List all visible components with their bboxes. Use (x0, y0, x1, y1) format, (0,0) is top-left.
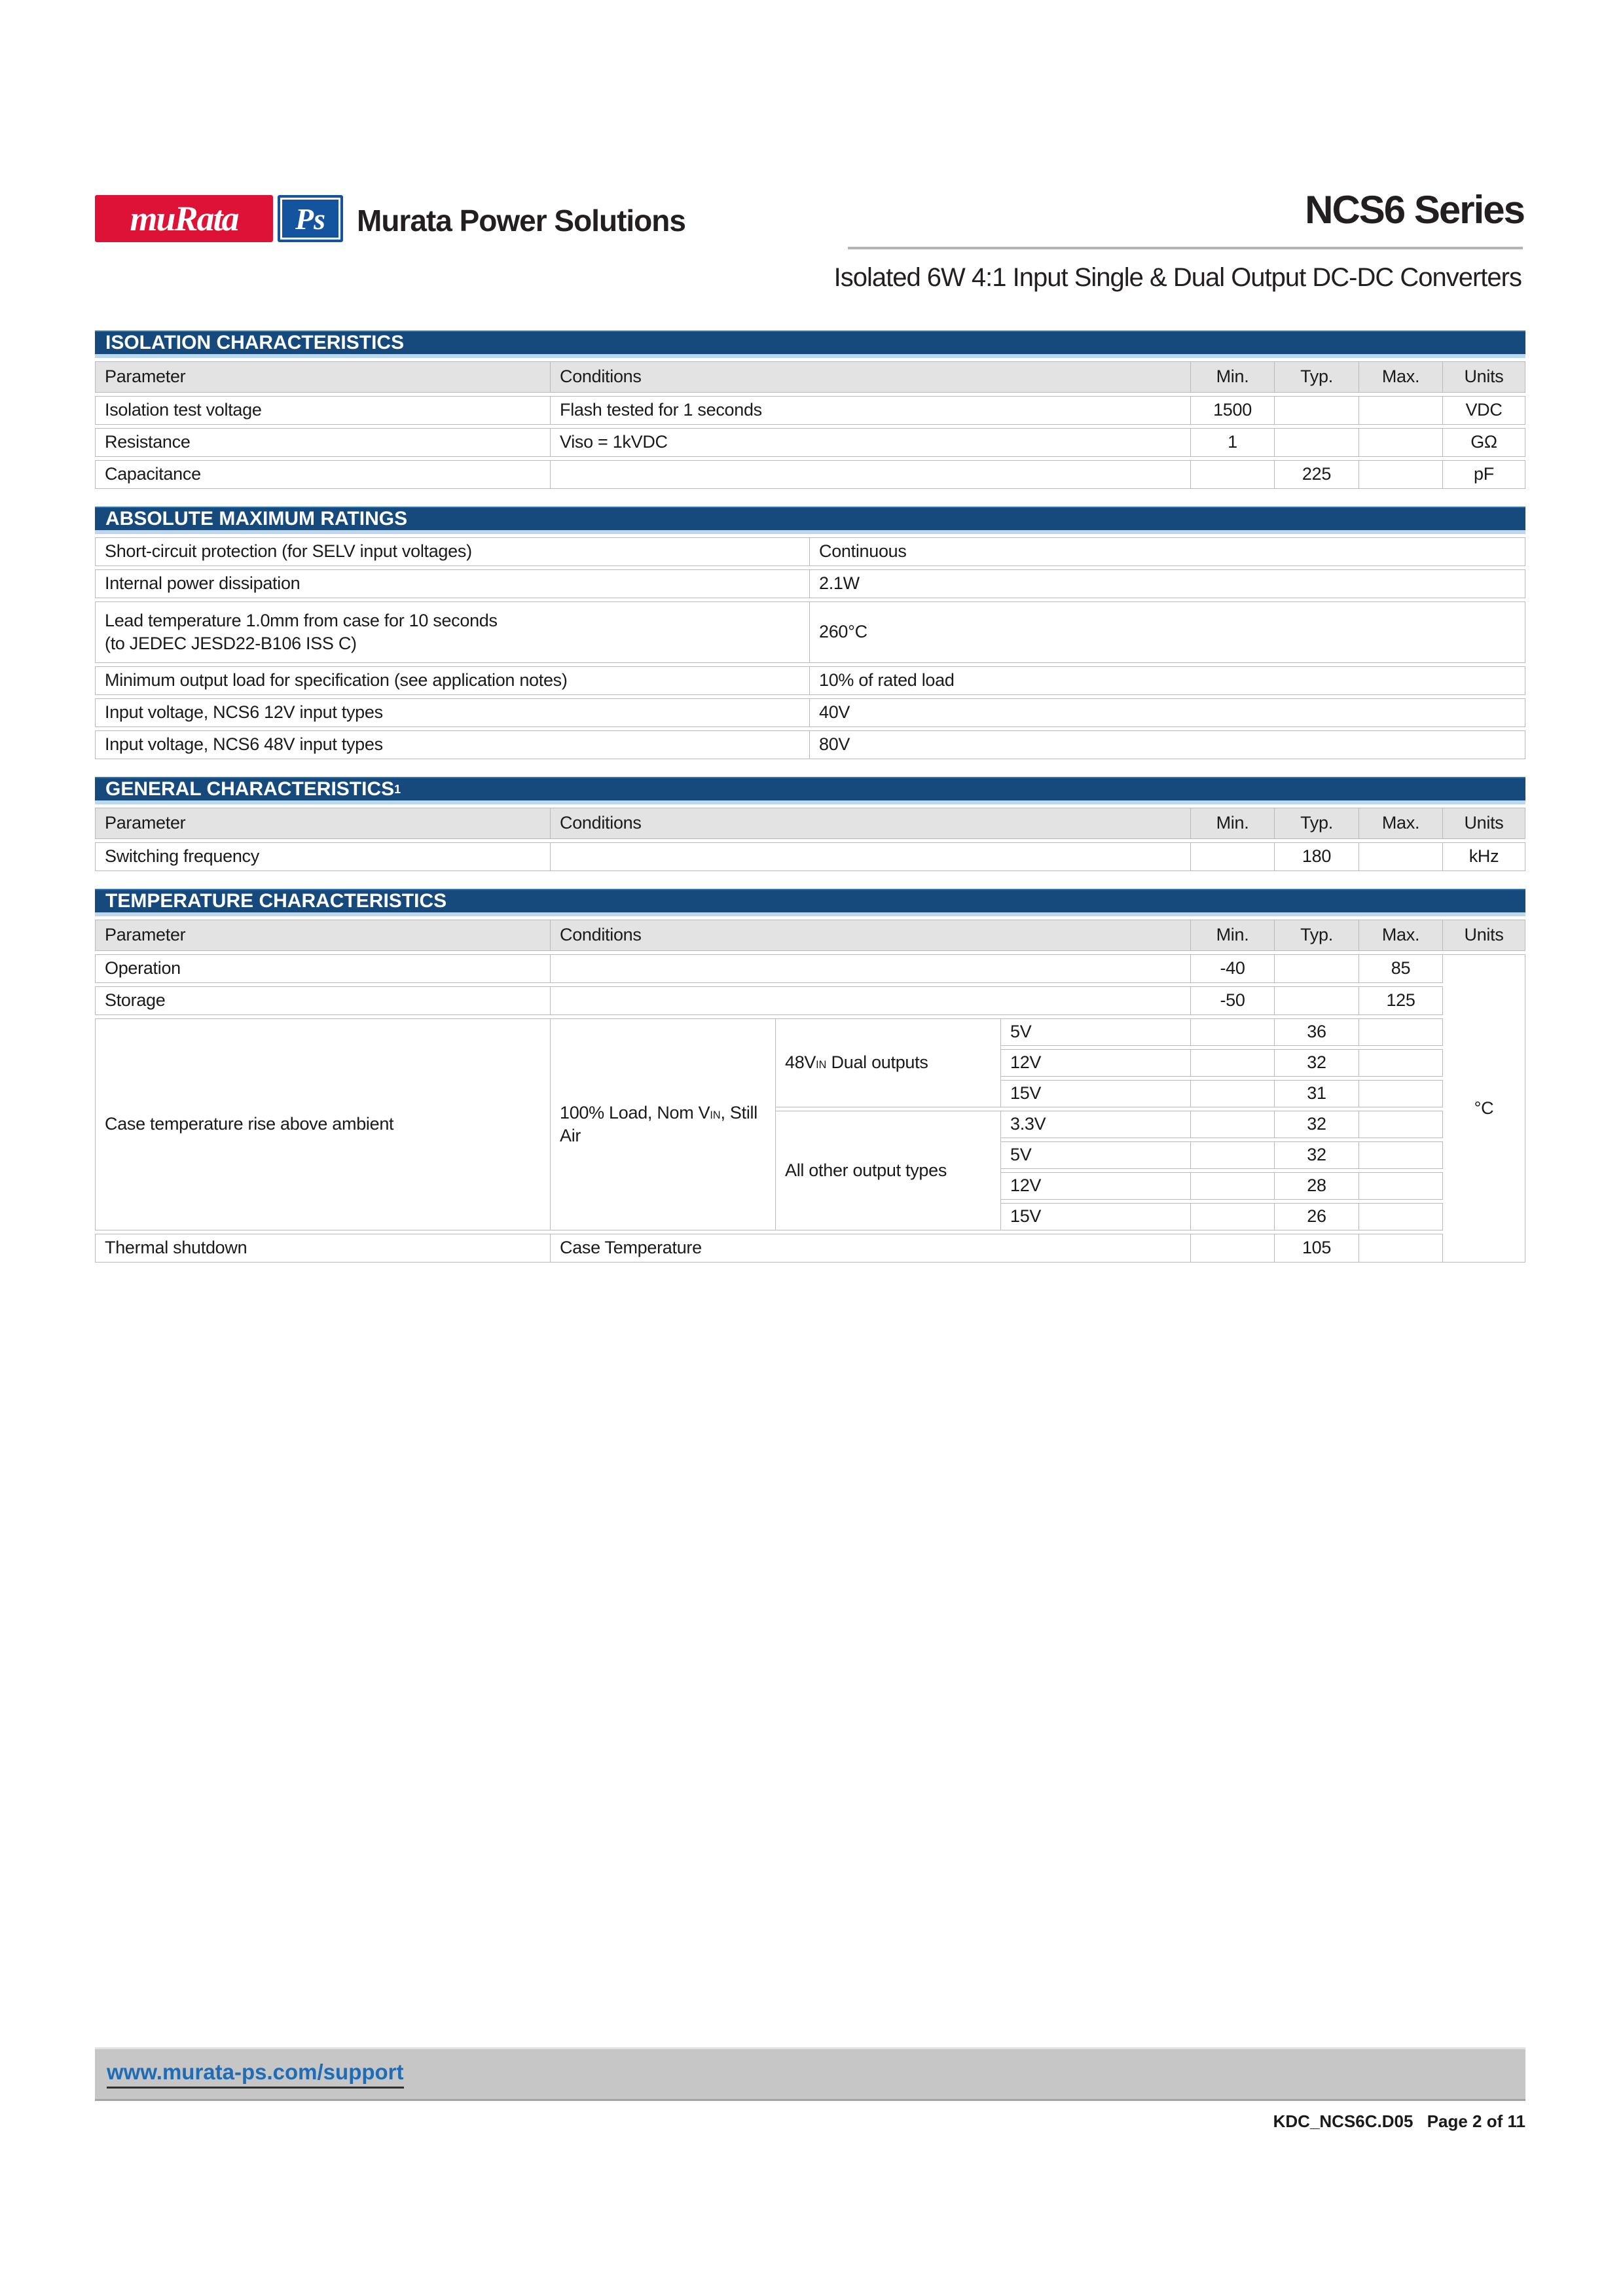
cell-min (1191, 1049, 1275, 1077)
cell-voltage: 15V (1001, 1080, 1191, 1107)
cell-voltage: 5V (1001, 1018, 1191, 1046)
cell-output-group-all-other: All other output types (776, 1111, 1001, 1230)
cell-min (1191, 1234, 1275, 1263)
header-divider (848, 247, 1523, 249)
cell-value: 10% of rated load (810, 666, 1525, 695)
series-title: NCS6 Series (1305, 188, 1524, 232)
cell-min (1191, 460, 1275, 489)
cell-max: 85 (1359, 954, 1443, 983)
cell-min: 1500 (1191, 396, 1275, 425)
cell-max: 125 (1359, 986, 1443, 1015)
general-table (95, 804, 1525, 874)
cell-units-degrees-c: °C (1443, 954, 1525, 1263)
murata-logo-text: muRata (130, 199, 238, 238)
table-header-row (95, 808, 1525, 839)
general-section-title-text: GENERAL CHARACTERISTICS (105, 778, 395, 800)
company-name: Murata Power Solutions (357, 204, 685, 238)
absolute-maximum-ratings-section (95, 507, 1525, 762)
col-parameter: Parameter (95, 808, 551, 839)
cell-typ: 26 (1275, 1203, 1359, 1230)
cell-conditions: Flash tested for 1 seconds (551, 396, 1191, 425)
table-row (95, 666, 1525, 695)
cell-parameter: Isolation test voltage (95, 396, 551, 425)
footer-bar (95, 2047, 1525, 2101)
table-header-row (95, 920, 1525, 951)
cell-conditions (551, 986, 1191, 1015)
isolation-characteristics-section (95, 331, 1525, 492)
temperature-characteristics-section (95, 889, 1525, 1266)
cell-parameter: Input voltage, NCS6 48V input types (95, 730, 810, 759)
col-conditions: Conditions (551, 361, 1191, 393)
cell-conditions (551, 842, 1191, 871)
absolute-max-section-title (95, 507, 1525, 534)
cell-units: pF (1443, 460, 1525, 489)
absolute-max-table (95, 534, 1525, 762)
cell-parameter: Switching frequency (95, 842, 551, 871)
conditions-text: 100% Load, Nom V (560, 1102, 710, 1122)
col-parameter: Parameter (95, 361, 551, 393)
cell-output-group-48vin-dual (776, 1018, 1001, 1107)
parameter-line-2: (to JEDEC JESD22-B106 ISS C) (105, 634, 357, 653)
table-row (95, 428, 1525, 457)
cell-units: VDC (1443, 396, 1525, 425)
cell-typ: 225 (1275, 460, 1359, 489)
general-characteristics-section (95, 777, 1525, 874)
cell-min (1191, 1203, 1275, 1230)
table-row (95, 698, 1525, 727)
ps-logo-text: Ps (295, 202, 325, 236)
table-row-thermal-shutdown (95, 1234, 1525, 1263)
table-row-operation (95, 954, 1525, 983)
cell-parameter (95, 601, 810, 663)
cell-typ: 28 (1275, 1172, 1359, 1200)
cell-max (1359, 396, 1443, 425)
cell-parameter: Thermal shutdown (95, 1234, 551, 1263)
cell-max (1359, 1049, 1443, 1077)
parameter-line-1: Lead temperature 1.0mm from case for 10 seconds (105, 610, 498, 630)
col-max: Max. (1359, 808, 1443, 839)
cell-typ: 32 (1275, 1111, 1359, 1138)
group-label-suffix: Dual outputs (826, 1052, 928, 1073)
cell-min: -40 (1191, 954, 1275, 983)
cell-max (1359, 1234, 1443, 1263)
cell-value: 260°C (810, 601, 1525, 663)
cell-voltage: 5V (1001, 1141, 1191, 1169)
cell-max (1359, 842, 1443, 871)
cell-max (1359, 1141, 1443, 1169)
col-parameter: Parameter (95, 920, 551, 951)
cell-min: 1 (1191, 428, 1275, 457)
cell-typ: 105 (1275, 1234, 1359, 1263)
conditions-text-suffix: , Still Air (560, 1102, 757, 1145)
table-row (95, 601, 1525, 663)
cell-conditions: Case Temperature (551, 1234, 1191, 1263)
table-row (95, 396, 1525, 425)
col-min: Min. (1191, 920, 1275, 951)
cell-min (1191, 1141, 1275, 1169)
cell-max (1359, 1018, 1443, 1046)
absolute-max-section-title-text: ABSOLUTE MAXIMUM RATINGS (105, 508, 408, 529)
cell-units: kHz (1443, 842, 1525, 871)
cell-value: 80V (810, 730, 1525, 759)
cell-parameter: Internal power dissipation (95, 569, 810, 598)
cell-parameter: Storage (95, 986, 551, 1015)
isolation-section-title-text: ISOLATION CHARACTERISTICS (105, 332, 405, 353)
isolation-section-title (95, 331, 1525, 358)
footer-meta (1273, 2111, 1525, 2132)
cell-typ: 180 (1275, 842, 1359, 871)
isolation-table (95, 358, 1525, 492)
table-row-case-rise-5v-dual (95, 1018, 1525, 1046)
cell-min (1191, 1111, 1275, 1138)
cell-max (1359, 1172, 1443, 1200)
murata-logo (95, 195, 273, 242)
cell-typ: 31 (1275, 1080, 1359, 1107)
cell-typ (1275, 954, 1359, 983)
temperature-table (95, 916, 1525, 1266)
cell-conditions: Viso = 1kVDC (551, 428, 1191, 457)
col-min: Min. (1191, 808, 1275, 839)
vin-subscript: IN (816, 1059, 827, 1071)
cell-conditions (551, 460, 1191, 489)
cell-value: Continuous (810, 537, 1525, 566)
cell-typ (1275, 986, 1359, 1015)
cell-voltage: 12V (1001, 1049, 1191, 1077)
col-conditions: Conditions (551, 920, 1191, 951)
cell-min (1191, 842, 1275, 871)
col-max: Max. (1359, 920, 1443, 951)
cell-parameter: Capacitance (95, 460, 551, 489)
page-number: Page 2 of 11 (1427, 2111, 1525, 2131)
cell-parameter: Operation (95, 954, 551, 983)
cell-max (1359, 428, 1443, 457)
cell-min (1191, 1172, 1275, 1200)
cell-max (1359, 460, 1443, 489)
group-label: 48V (785, 1052, 816, 1073)
cell-max (1359, 1080, 1443, 1107)
cell-voltage: 3.3V (1001, 1111, 1191, 1138)
table-row (95, 569, 1525, 598)
col-max: Max. (1359, 361, 1443, 393)
cell-max (1359, 1111, 1443, 1138)
cell-parameter: Minimum output load for specification (see application notes) (95, 666, 810, 695)
table-row-storage (95, 986, 1525, 1015)
cell-voltage: 15V (1001, 1203, 1191, 1230)
cell-parameter-case-rise: Case temperature rise above ambient (95, 1018, 551, 1230)
support-link[interactable]: www.murata-ps.com/support (107, 2060, 404, 2089)
cell-value: 40V (810, 698, 1525, 727)
temperature-section-title (95, 889, 1525, 916)
col-typ: Typ. (1275, 920, 1359, 951)
cell-min (1191, 1080, 1275, 1107)
table-row (95, 537, 1525, 566)
cell-parameter: Input voltage, NCS6 12V input types (95, 698, 810, 727)
col-typ: Typ. (1275, 361, 1359, 393)
table-header-row (95, 361, 1525, 393)
cell-parameter: Resistance (95, 428, 551, 457)
page-subtitle: Isolated 6W 4:1 Input Single & Dual Output DC-DC Converters (833, 263, 1522, 292)
col-units: Units (1443, 808, 1525, 839)
cell-voltage: 12V (1001, 1172, 1191, 1200)
col-units: Units (1443, 361, 1525, 393)
cell-typ: 32 (1275, 1141, 1359, 1169)
cell-min: -50 (1191, 986, 1275, 1015)
general-section-title: GENERAL CHARACTERISTICS 1 (95, 777, 1525, 804)
cell-max (1359, 1203, 1443, 1230)
col-min: Min. (1191, 361, 1275, 393)
table-row (95, 460, 1525, 489)
col-typ: Typ. (1275, 808, 1359, 839)
ps-logo-frame (280, 198, 340, 240)
cell-units: GΩ (1443, 428, 1525, 457)
cell-typ: 36 (1275, 1018, 1359, 1046)
cell-conditions (551, 954, 1191, 983)
temperature-section-title-text: TEMPERATURE CHARACTERISTICS (105, 890, 447, 912)
cell-typ (1275, 396, 1359, 425)
ps-logo (278, 195, 343, 242)
cell-typ: 32 (1275, 1049, 1359, 1077)
cell-min (1191, 1018, 1275, 1046)
col-conditions: Conditions (551, 808, 1191, 839)
table-row (95, 842, 1525, 871)
col-units: Units (1443, 920, 1525, 951)
cell-conditions-case-rise (551, 1018, 776, 1230)
table-row (95, 730, 1525, 759)
cell-typ (1275, 428, 1359, 457)
cell-parameter: Short-circuit protection (for SELV input voltages) (95, 537, 810, 566)
tables-area (95, 331, 1525, 1280)
document-id: KDC_NCS6C.D05 (1273, 2111, 1413, 2131)
vin-subscript: IN (710, 1109, 721, 1121)
cell-value: 2.1W (810, 569, 1525, 598)
